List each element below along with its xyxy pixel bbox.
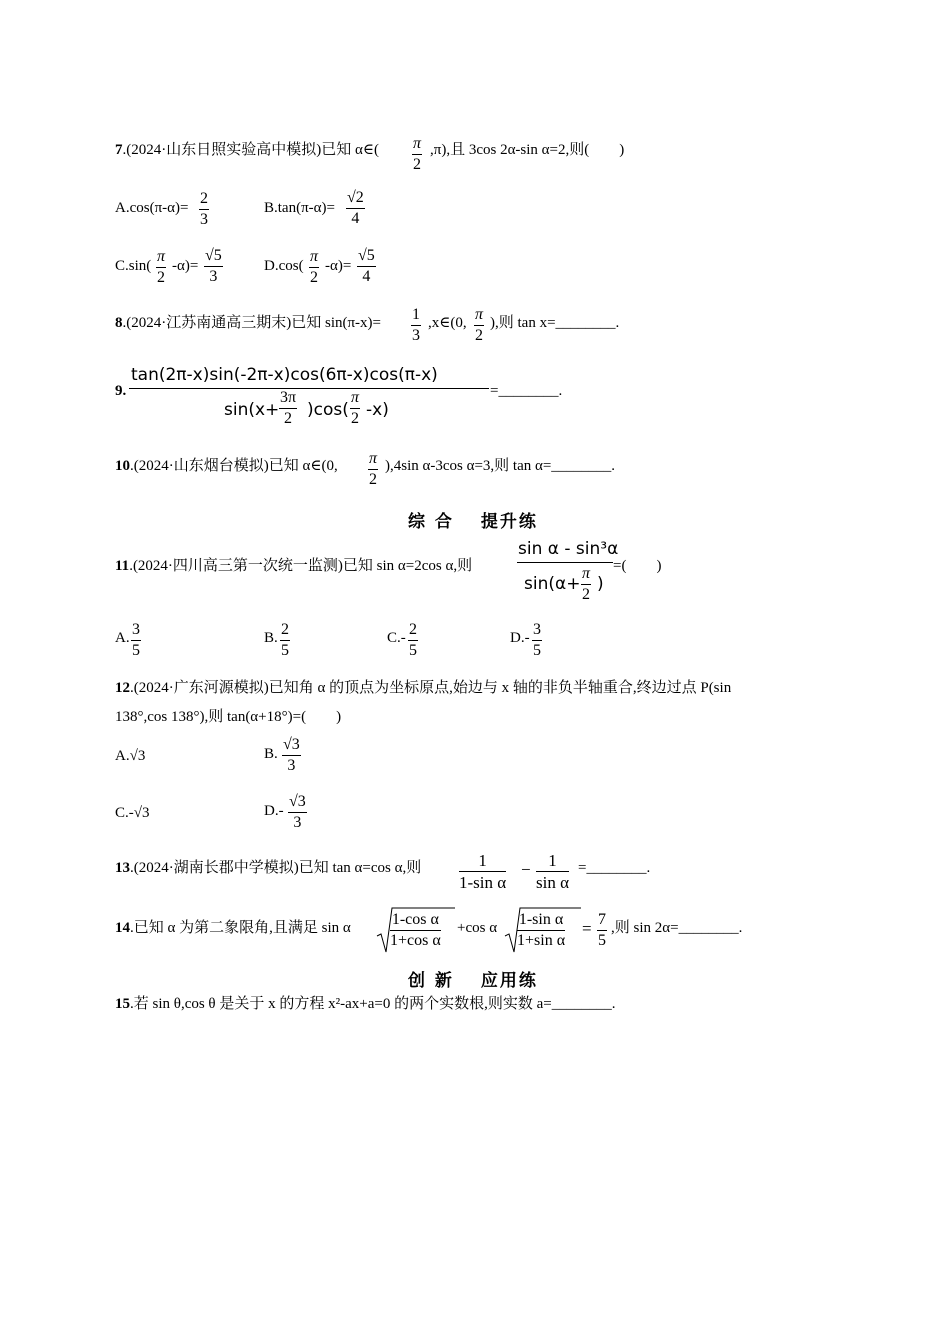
q14-number: 14 (115, 920, 130, 936)
q12-stem-line1: 12.(2024·广东河源模拟)已知角 α 的顶点为坐标原点,始边与 x 轴的非负半轴重合,终边过点 P(sin (115, 680, 732, 696)
q7-option-a: A.cos(π-α)= (115, 200, 189, 216)
q11-denominator-pi-over-2: $\frac{\pi}{2}$ (582, 565, 591, 603)
q14-mid: +cos α (457, 920, 498, 936)
q8-pi-over-2: $\frac{\pi}{2}$ (475, 306, 484, 344)
q7-option-d-mid: -α)= (325, 258, 352, 274)
q9-numerator: tan(2π-x)sin(-2π-x)cos(6π-x)cos(π-x) (131, 365, 438, 385)
q14-value: $\frac{7}{5}$ (598, 911, 606, 949)
q8-number: 8 (115, 315, 123, 331)
q14-equals: = (582, 919, 592, 938)
q11-option-d: D.- (510, 630, 530, 646)
q15-number: 15 (115, 996, 130, 1012)
q9-tail: =________. (490, 383, 563, 399)
q13-tail: =________. (578, 860, 651, 876)
section-heading-comprehensive: 综 合 提升练 (408, 512, 538, 532)
q14-radicand-2: $\frac{\text{1-sin α}}{\text{1+sin α}}$ (517, 911, 566, 949)
q7-option-d: D.cos( (264, 258, 304, 274)
q9-denominator-a: sin(x+ (224, 400, 280, 420)
section-heading-innovation: 创 新 应用练 (408, 971, 538, 991)
q12-option-b-value: $\frac{√3}{3}$ (283, 736, 300, 774)
q11-option-a: A. (115, 630, 130, 646)
q9-denominator-b: )cos( (307, 400, 349, 420)
q11-option-a-value: $\frac{3}{5}$ (132, 621, 140, 659)
q10-number: 10 (115, 458, 130, 474)
q11-option-d-value: $\frac{3}{5}$ (533, 621, 541, 659)
q7-pi-over-2: $\frac{\pi}{2}$ (413, 135, 422, 173)
q11-denominator-a: sin(α+ (524, 574, 581, 594)
q7-option-d-pi: $\frac{\pi}{2}$ (310, 248, 319, 286)
q15-stem: 15.若 sin θ,cos θ 是关于 x 的方程 x²-ax+a=0 的两个实数根,则实数 a=________. (115, 996, 616, 1012)
q8-fraction: $\frac{1}{3}$ (412, 306, 420, 344)
q11-number: 11 (115, 558, 130, 574)
q11-stem: 11.(2024·四川高三第一次统一监测)已知 sin α=2cos α,则 (115, 558, 473, 574)
q7-stem: 7.(2024·山东日照实验高中模拟)已知 α∈( (115, 142, 379, 158)
q7-option-c-value: $\frac{√5}{3}$ (205, 247, 222, 285)
q11-option-c-value: $\frac{2}{5}$ (409, 621, 417, 659)
q11-numerator: sin α - sin³α (518, 539, 619, 559)
q7-option-d-value: $\frac{√5}{4}$ (358, 247, 375, 285)
q7-option-c-pi: $\frac{\pi}{2}$ (157, 248, 166, 286)
q7-option-c: C.sin( (115, 258, 152, 274)
q7-number: 7 (115, 142, 123, 158)
q14-tail: ,则 sin 2α=________. (611, 920, 743, 936)
q9-number: 9. (115, 383, 127, 399)
q7-option-c-mid: -α)= (172, 258, 199, 274)
q11-option-b-value: $\frac{2}{5}$ (281, 621, 289, 659)
q12-stem-line2: 138°,cos 138°),则 tan(α+18°)=( ) (115, 709, 342, 725)
q7-stem-tail: ,π),且 3cos 2α-sin α=2,则( ) (430, 142, 625, 158)
q8-stem-tail: ),则 tan x=________. (490, 315, 620, 331)
q9-fraction-bar (129, 388, 489, 389)
q7-option-a-value: $\frac{2}{3}$ (200, 190, 208, 228)
q12-option-a: A.√3 (115, 748, 146, 764)
q10-stem-tail: ),4sin α-3cos α=3,则 tan α=________. (385, 458, 616, 474)
q9-denominator-pi-over-2: $\frac{\pi}{2}$ (351, 389, 360, 427)
q12-option-d: D.- (264, 803, 284, 819)
q8-stem-mid: ,x∈(0, (428, 315, 467, 331)
q10-stem: 10.(2024·山东烟台模拟)已知 α∈(0, (115, 458, 338, 474)
q13-fraction-2: $\frac{1}{\text{sin α}}$ (536, 851, 569, 892)
q7-option-b: B.tan(π-α)= (264, 200, 335, 216)
q11-denominator-b: ) (597, 574, 604, 594)
q12-number: 12 (115, 680, 130, 696)
q13-number: 13 (115, 860, 130, 876)
q12-option-b: B. (264, 746, 278, 762)
q14-stem: 14.已知 α 为第二象限角,且满足 sin α (115, 920, 351, 936)
q10-pi-over-2: $\frac{\pi}{2}$ (369, 450, 378, 488)
q13-fraction-1: $\frac{1}{\text{1-sin α}}$ (459, 851, 507, 892)
q9-denominator-3pi-over-2: $\frac{3\pi}{2}$ (280, 389, 297, 427)
q14-radicand-1: $\frac{\text{1-cos α}}{\text{1+cos α}}$ (390, 911, 441, 949)
q11-fraction-bar (517, 562, 613, 563)
q8-stem: 8.(2024·江苏南通高三期末)已知 sin(π-x)= (115, 315, 382, 331)
q7-option-b-value: $\frac{√2}{4}$ (347, 189, 364, 227)
q11-option-b: B. (264, 630, 278, 646)
q11-option-c: C.- (387, 630, 406, 646)
q11-tail: =( ) (613, 558, 662, 574)
q13-stem: 13.(2024·湖南长郡中学模拟)已知 tan α=cos α,则 (115, 860, 422, 876)
q12-option-c: C.-√3 (115, 805, 150, 821)
q13-minus: − (521, 860, 531, 879)
q12-option-d-value: $\frac{√3}{3}$ (289, 793, 306, 831)
q9-denominator-c: -x) (366, 400, 389, 420)
